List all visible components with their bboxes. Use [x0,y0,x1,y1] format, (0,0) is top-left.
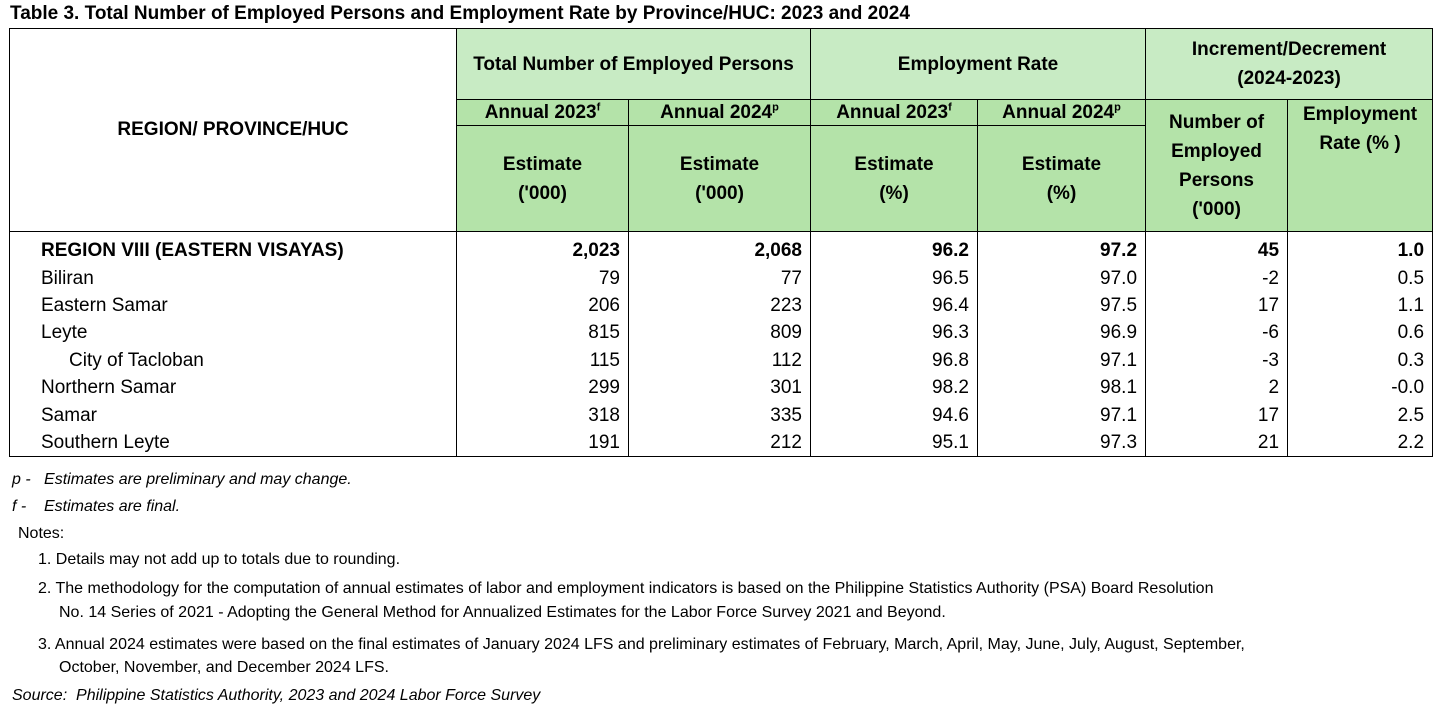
note-1: 1. Details may not add up to totals due to rounding. [38,551,401,568]
source-line [12,687,540,705]
num-employed-line1: Number of [1169,111,1265,133]
col-annual-2023-employed [457,100,629,126]
cell-dr: 1.0 [1288,237,1433,264]
increment-label: Increment/Decrement [1191,39,1387,60]
table-row [10,429,1433,457]
source-label: Source: [12,687,68,704]
estimate-thousand-header [629,126,811,232]
unit-percent: (%) [1046,182,1077,204]
footnote-f-text: Estimates are final. [44,498,181,515]
table-row [10,347,1433,374]
employment-table [9,28,1433,457]
cell-r2023: 95.1 [811,429,978,457]
row-label: Leyte [10,319,457,346]
cell-e2024: 301 [629,374,811,401]
table-row [10,292,1433,319]
estimate-percent-header [811,126,978,232]
cell-r2024: 97.3 [978,429,1146,457]
annual-2024-label: Annual 2024 [1002,101,1115,123]
region-column-header: REGION/ PROVINCE/HUC [10,29,457,232]
col-increment-number [1146,100,1288,232]
cell-e2023: 115 [457,347,629,374]
unit-thousand: ('000) [695,182,744,204]
col-annual-2024-employed [629,100,811,126]
cell-dr: 0.5 [1288,264,1433,291]
cell-r2023: 96.8 [811,347,978,374]
note-2-line2: No. 14 Series of 2021 - Adopting the General Method for Annualized Estimates for the Labor Force Survey 2021 and Beyond. [59,604,946,621]
cell-r2024: 97.2 [978,237,1146,264]
footnote-final [12,498,180,516]
table-row [10,264,1433,291]
increment-period: (2024-2023) [1237,68,1341,89]
col-annual-2023-rate [811,100,978,126]
group-header-rate: Employment Rate [811,29,1146,100]
cell-e2024: 112 [629,347,811,374]
cell-e2024: 77 [629,264,811,291]
cell-e2024: 809 [629,319,811,346]
estimate-thousand-header [457,126,629,232]
cell-dr: 0.6 [1288,319,1433,346]
cell-dn: 21 [1146,429,1288,457]
cell-r2024: 97.5 [978,292,1146,319]
cell-dn: 2 [1146,374,1288,401]
footnote-p-text: Estimates are preliminary and may change. [44,471,352,488]
cell-r2023: 96.5 [811,264,978,291]
row-label: Biliran [10,264,457,291]
cell-r2023: 98.2 [811,374,978,401]
cell-dn: -3 [1146,347,1288,374]
estimate-percent-header [978,126,1146,232]
group-header-increment [1146,29,1433,100]
cell-dn: 17 [1146,292,1288,319]
cell-e2023: 815 [457,319,629,346]
row-label: Samar [10,401,457,428]
prelim-superscript: p [1114,101,1121,114]
cell-r2023: 94.6 [811,401,978,428]
cell-e2023: 191 [457,429,629,457]
table-row [10,237,1433,264]
note-2-line1: 2. The methodology for the computation of annual estimates of labor and employment indicators is based on the Philippine Statistics Authority (PSA) Board Resolution [38,580,1214,597]
col-annual-2024-rate [978,100,1146,126]
cell-e2023: 79 [457,264,629,291]
cell-dn: -2 [1146,264,1288,291]
cell-dn: -6 [1146,319,1288,346]
cell-e2024: 2,068 [629,237,811,264]
prelim-superscript: p [772,101,779,114]
table-row [10,319,1433,346]
cell-e2023: 2,023 [457,237,629,264]
cell-e2023: 206 [457,292,629,319]
footnote-preliminary [12,471,352,489]
estimate-label: Estimate [854,153,934,175]
num-employed-line3: Persons [1179,169,1254,191]
cell-r2023: 96.4 [811,292,978,319]
annual-2023-label: Annual 2023 [484,101,597,123]
table-row [10,401,1433,428]
estimate-label: Estimate [502,153,583,175]
estimate-label: Estimate [1021,153,1102,175]
footnote-f-mark: f - [12,498,27,515]
final-superscript: f [596,101,601,114]
row-label: City of Tacloban [10,347,457,374]
cell-r2024: 97.1 [978,401,1146,428]
cell-e2023: 299 [457,374,629,401]
cell-dn: 45 [1146,237,1288,264]
footnote-p-mark: p - [12,471,31,488]
cell-dn: 17 [1146,401,1288,428]
annual-2023-label: Annual 2023 [836,101,949,123]
row-label: Eastern Samar [10,292,457,319]
cell-e2023: 318 [457,401,629,428]
cell-e2024: 212 [629,429,811,457]
cell-e2024: 335 [629,401,811,428]
group-header-employed-label: Total Number of Employed Persons [473,53,794,75]
group-header-employed [457,29,811,100]
row-label: REGION VIII (EASTERN VISAYAS) [10,237,457,264]
unit-thousand: ('000) [518,182,567,204]
row-label: Northern Samar [10,374,457,401]
note-3-line2: October, November, and December 2024 LFS. [59,659,389,676]
estimate-label: Estimate [679,153,760,175]
cell-r2023: 96.3 [811,319,978,346]
cell-r2023: 96.2 [811,237,978,264]
cell-dr: 2.5 [1288,401,1433,428]
final-superscript: f [948,101,952,114]
num-employed-line4: ('000) [1192,198,1241,220]
table-row [10,374,1433,401]
cell-dr: 0.3 [1288,347,1433,374]
table-body [10,237,1433,457]
cell-r2024: 97.1 [978,347,1146,374]
cell-r2024: 98.1 [978,374,1146,401]
annual-2024-label: Annual 2024 [660,101,773,123]
table-title: Table 3. Total Number of Employed Persons and Employment Rate by Province/HUC: 2023 and 2024 [10,3,910,24]
col-increment-rate [1288,100,1433,232]
cell-dr: 2.2 [1288,429,1433,457]
unit-percent: (%) [879,182,909,204]
cell-dr: -0.0 [1288,374,1433,401]
cell-dr: 1.1 [1288,292,1433,319]
cell-e2024: 223 [629,292,811,319]
emp-rate-line1: Employment [1303,104,1418,125]
emp-rate-line2: Rate (% ) [1319,133,1401,154]
cell-r2024: 97.0 [978,264,1146,291]
note-3-line1: 3. Annual 2024 estimates were based on the final estimates of January 2024 LFS and preliminary estimates of February, March, April, May, June, July, August, September, [38,636,1245,653]
row-label: Southern Leyte [10,429,457,457]
num-employed-line2: Employed [1171,140,1262,162]
notes-label: Notes: [18,525,65,542]
cell-r2024: 96.9 [978,319,1146,346]
source-text: Philippine Statistics Authority, 2023 and 2024 Labor Force Survey [76,687,541,704]
